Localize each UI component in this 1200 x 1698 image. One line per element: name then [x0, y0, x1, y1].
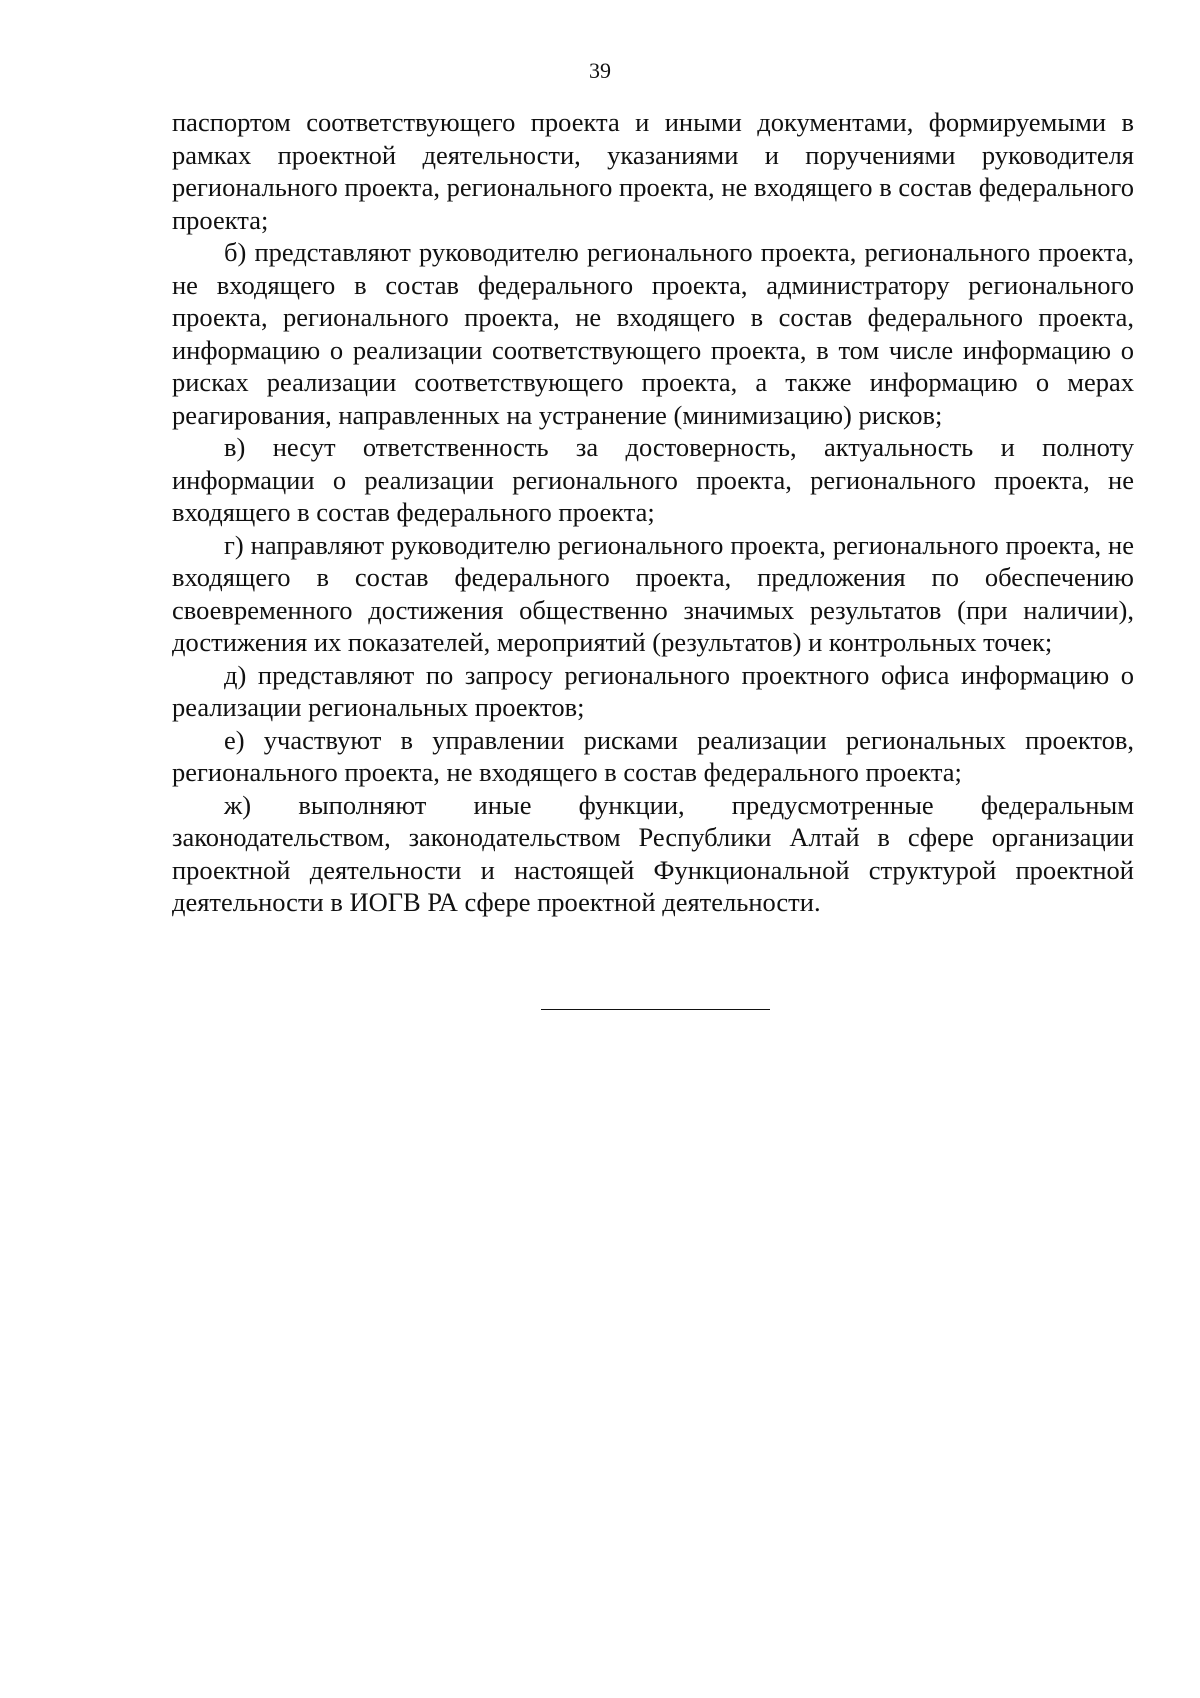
paragraph-continuation: паспортом соответствующего проекта и иными документами, формируемыми в рамках проектной деятельности, указаниями и поручениями руководителя регионального проекта, регионального проекта, не входящего в состав федерального проекта; — [172, 107, 1134, 235]
end-of-section-rule — [541, 1009, 770, 1010]
paragraph-item-e: е) участвуют в управлении рисками реализации региональных проектов, регионального проекта, не входящего в состав федерального проекта; — [172, 724, 1134, 787]
paragraph-item-zh: ж) выполняют иные функции, предусмотренные федеральным законодательством, законодательством Республики Алтай в сфере организации проектной деятельности и настоящей Функциональной структурой проектной деятельности в ИОГВ РА сфере проектной деятельности. — [172, 789, 1134, 917]
document-body — [172, 106, 1134, 919]
paragraph-item-b: б) представляют руководителю регионального проекта, регионального проекта, не входящего в состав федерального проекта, администратору регионального проекта, регионального проекта, не входящего в состав федерального проекта, информацию о реализации соответствующего проекта, в том числе информацию о рисках реализации соответствующего проекта, а также информацию о мерах реагирования, направленных на устранение (минимизацию) рисков; — [172, 237, 1134, 430]
paragraph-item-g: г) направляют руководителю регионального проекта, регионального проекта, не входящего в состав федерального проекта, предложения по обеспечению своевременного достижения общественно значимых результатов (при наличии), достижения их показателей, мероприятий (результатов) и контрольных точек; — [172, 529, 1134, 657]
paragraph-item-d: д) представляют по запросу регионального проектного офиса информацию о реализации региональных проектов; — [172, 659, 1134, 722]
paragraph-item-v: в) несут ответственность за достоверность, актуальность и полноту информации о реализации регионального проекта, регионального проекта, не входящего в состав федерального проекта; — [172, 432, 1134, 527]
page-number: 39 — [589, 58, 611, 83]
